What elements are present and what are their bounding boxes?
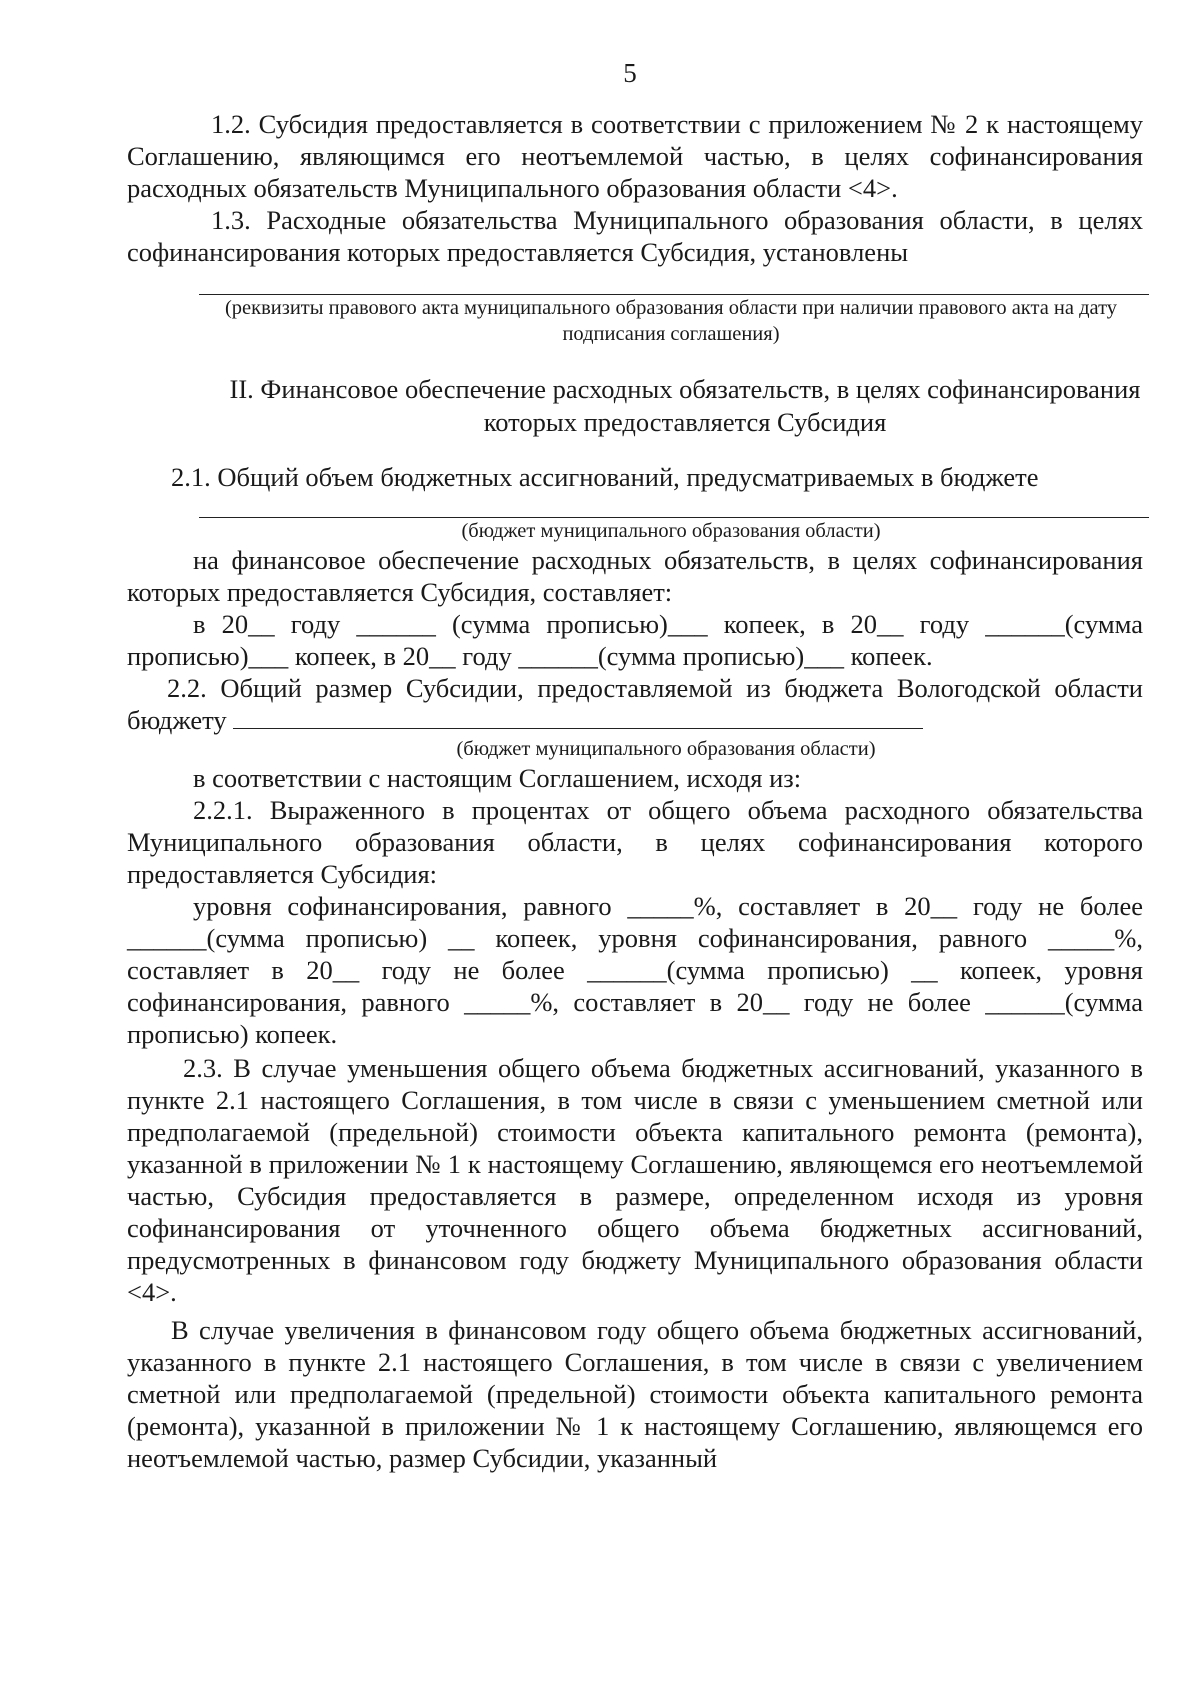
budget-caption-2-1: (бюджет муниципального образования области) — [461, 520, 881, 542]
section-2-heading: II. Финансовое обеспечение расходных обязательств, в целях софинансирования которых предоставляется Субсидия — [229, 374, 1141, 437]
document-body — [127, 108, 1143, 1474]
paragraph-1-2: 1.2. Субсидия предоставляется в соответствии с приложением № 2 к настоящему Соглашению, являющимся его неотъемлемой частью, в целях софинансирования расходных обязательств Муниципального образования области <4>. — [127, 109, 1143, 203]
legal-act-caption: (реквизиты правового акта муниципального образования области при наличии правового акта на дату подписания соглашения) — [224, 297, 1118, 345]
budget-caption-2-2: (бюджет муниципального образования области) — [456, 738, 876, 760]
paragraph-2-2-1-levels: уровня софинансирования, равного _____%, составляет в 20__ году не более ______(сумма прописью) __ копеек, уровня софинансирования, равного _____%, составляет в 20__ году не более ______(сумма прописью) __ копеек, уровня софинансирования, равного _____%, составляет в 20__ году не более ______(сумма прописью) копеек. — [127, 891, 1143, 1049]
paragraph-2-2 — [127, 672, 1143, 736]
paragraph-2-1-continuation: на финансовое обеспечение расходных обязательств, в целях софинансирования которых предоставляется Субсидия, составляет: — [127, 545, 1143, 607]
paragraph-1-3: 1.3. Расходные обязательства Муниципального образования области, в целях софинансирования которых предоставляется Субсидия, установлены — [127, 205, 1143, 267]
paragraph-2-3-b: В случае увеличения в финансовом году общего объема бюджетных ассигнований, указанного в пункте 2.1 настоящего Соглашения, в том числе в связи с увеличением сметной или предполагаемой (предельной) стоимости объекта капитального ремонта (ремонта), указанной в приложении № 1 к настоящему Соглашению, являющемся его неотъемлемой частью, размер Субсидии, указанный — [127, 1315, 1143, 1473]
paragraph-2-2-text: 2.2. Общий размер Субсидии, предоставляемой из бюджета Вологодской области бюджету — [127, 673, 1143, 735]
paragraph-2-2-1: 2.2.1. Выраженного в процентах от общего объема расходного обязательства Муниципального образования области, в целях софинансирования которого предоставляется Субсидия: — [127, 795, 1143, 889]
budget-blank-line-2-2 — [233, 708, 923, 729]
paragraph-2-1: 2.1. Общий объем бюджетных ассигнований, предусматриваемых в бюджете — [171, 462, 1039, 492]
page-number: 5 — [623, 58, 637, 88]
paragraph-2-1-years: в 20__ году ______ (сумма прописью)___ копеек, в 20__ году ______(сумма прописью)___ копеек, в 20__ году ______(сумма прописью)___ копеек. — [127, 609, 1143, 671]
paragraph-2-3: 2.3. В случае уменьшения общего объема бюджетных ассигнований, указанного в пункте 2.1 настоящего Соглашения, в том числе в связи с уменьшением сметной или предполагаемой (предельной) стоимости объекта капитального ремонта (ремонта), указанной в приложении № 1 к настоящему Соглашению, являющемся его неотъемлемой частью, Субсидия предоставляется в размере, определенном исходя из уровня софинансирования от уточненного общего объема бюджетных ассигнований, предусмотренных в финансовом году бюджету Муниципального образования области <4>. — [127, 1053, 1143, 1307]
paragraph-2-2-continuation: в соответствии с настоящим Соглашением, исходя из: — [193, 763, 802, 793]
